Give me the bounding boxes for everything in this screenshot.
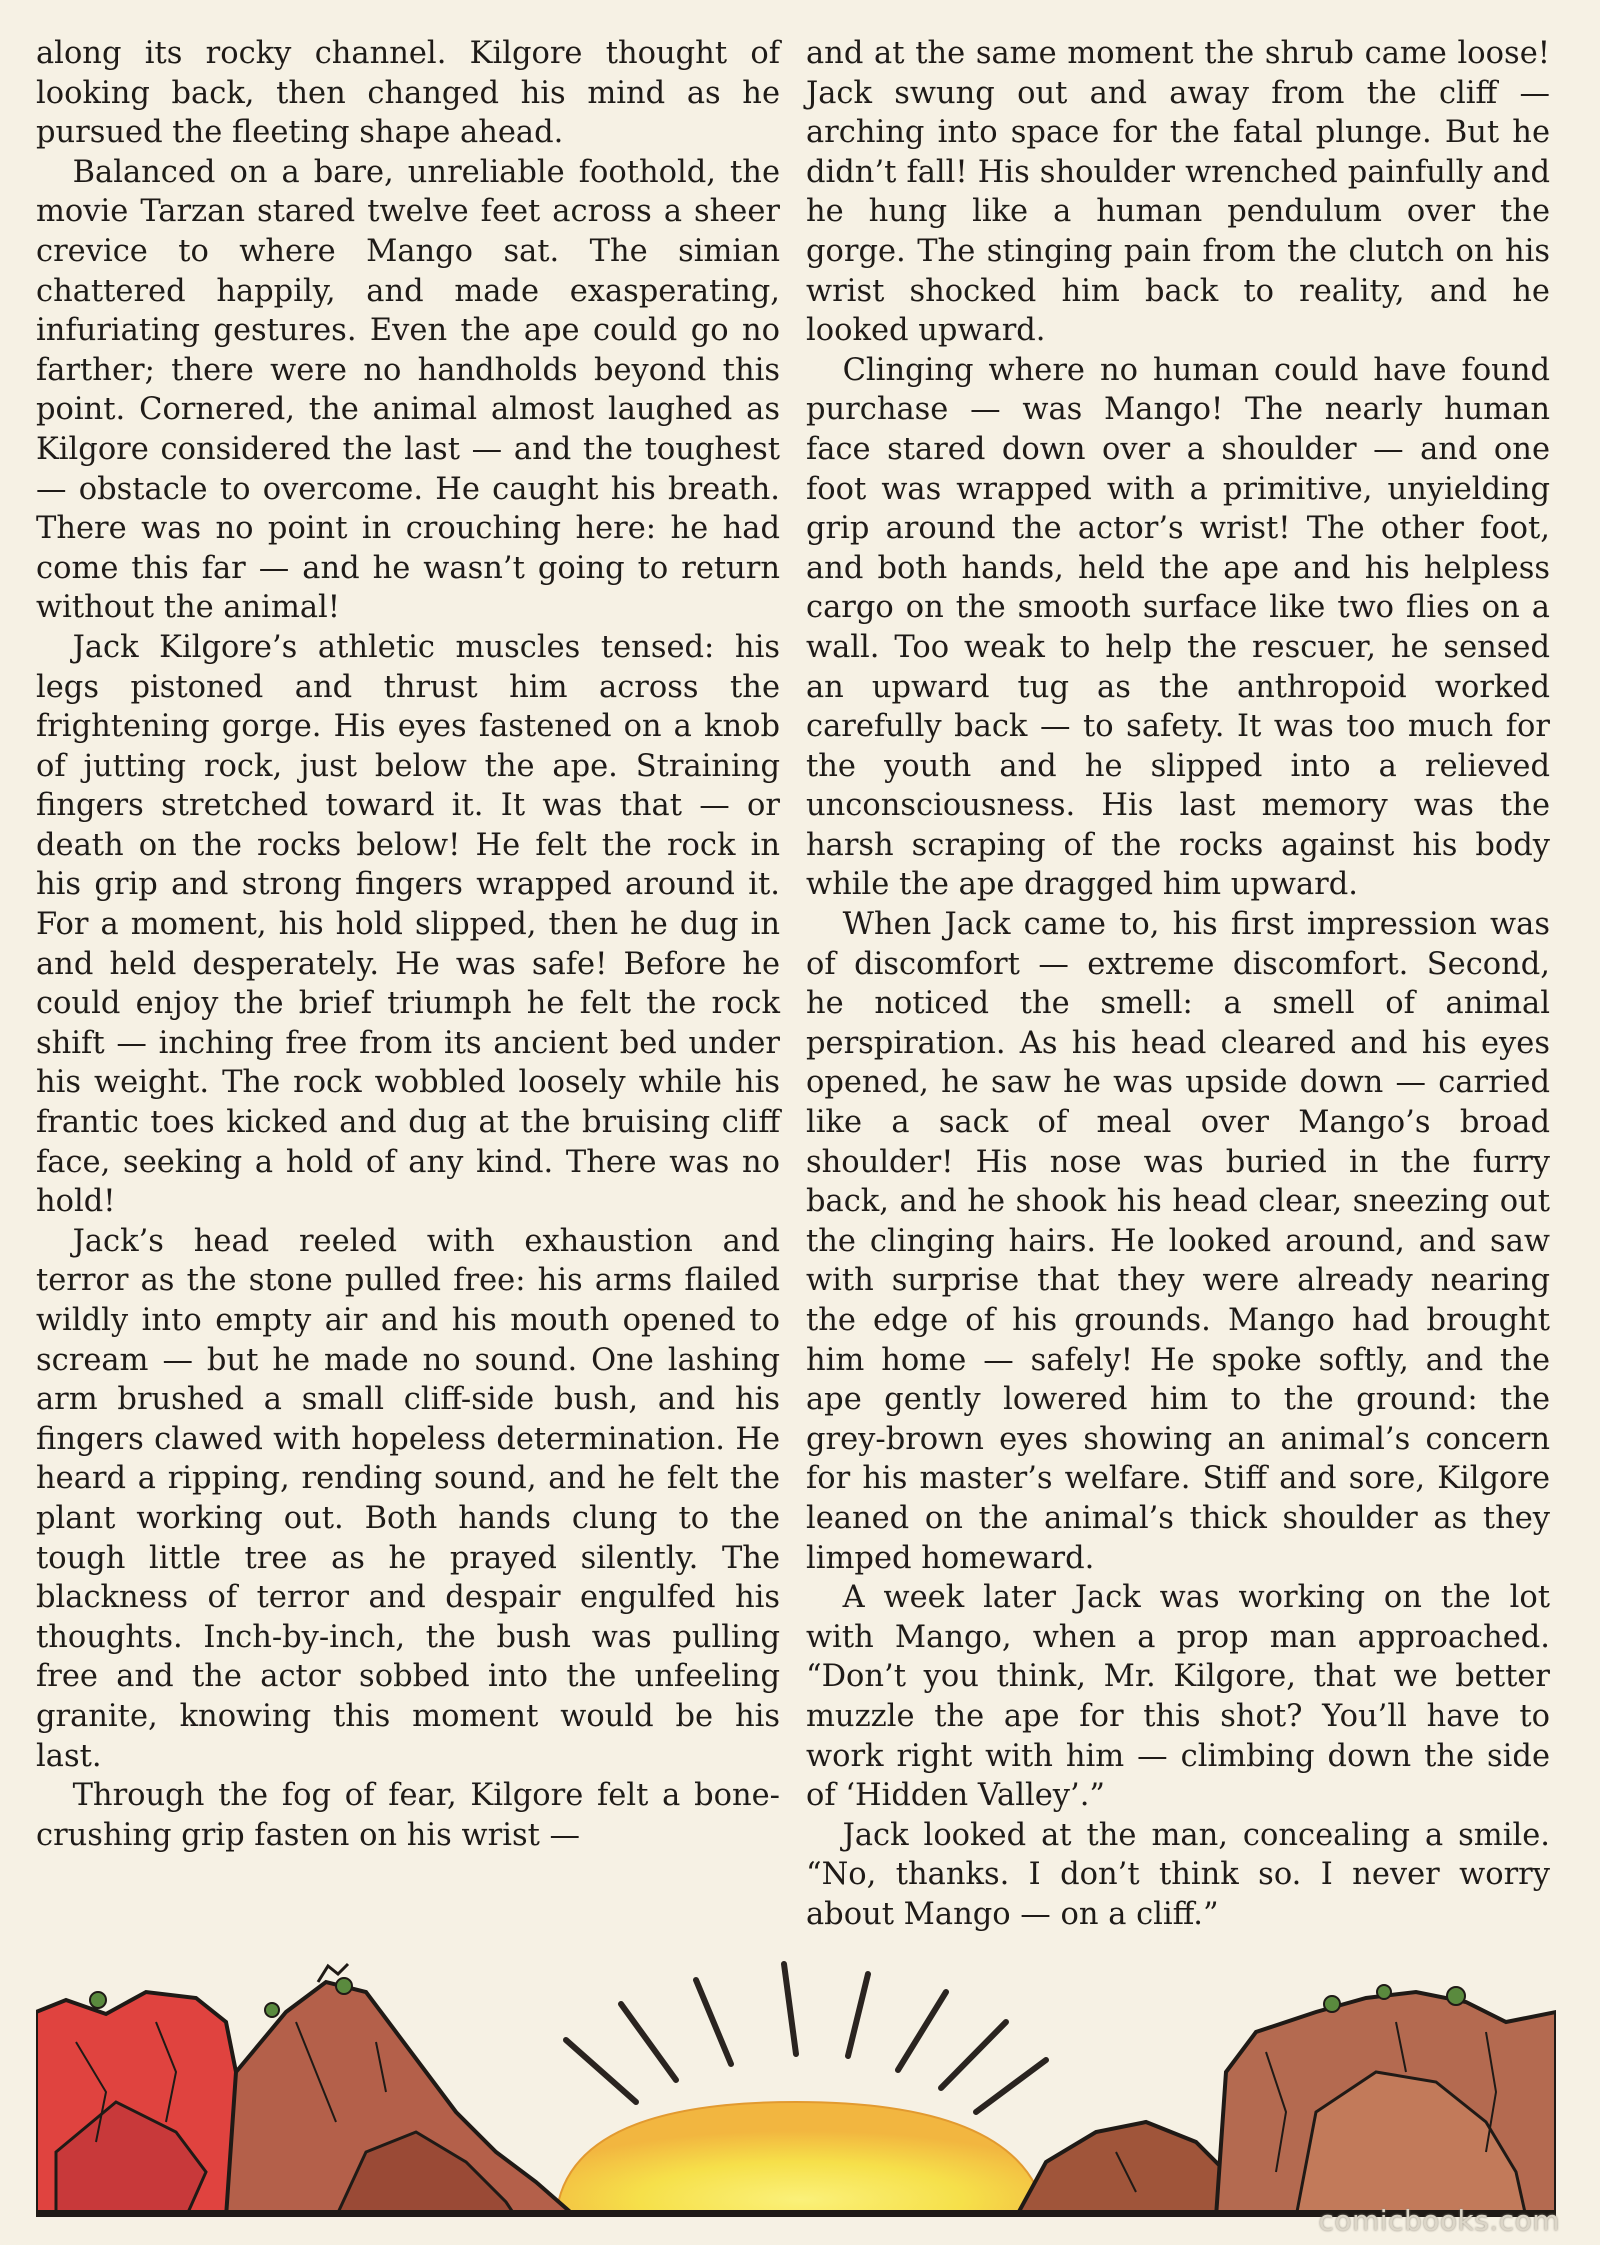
paragraph: A week later Jack was working on the lot with Mango, when a prop man approached. “Don’t you think, Mr. Kilgore, that we better muzzle the ape for this shot? You’ll have to work right with him — climbing down the side of ‘Hidden Valley’.” <box>806 1580 1550 1814</box>
story-column-right <box>806 34 1550 1935</box>
paragraph: Clinging where no human could have found purchase — was Mango! The nearly human face stared down over a shoulder — and one foot was wrapped with a primitive, unyielding grip around the actor’s wrist! The other foot, and both hands, held the ape and his helpless cargo on the smooth surface like two flies on a wall. Too weak to help the rescuer, he sensed an upward tug as the anthropoid worked carefully back — to safety. It was too much for the youth and he slipped into a relieved unconsciousness. His last memory was the harsh scraping of the rocks against his body while the ape dragged him upward. <box>806 352 1550 903</box>
paragraph: along its rocky channel. Kilgore thought of looking back, then changed his mind as he pursued the fleeting shape ahead. <box>36 36 780 151</box>
paragraph: When Jack came to, his first impression was of discomfort — extreme discomfort. Second, he noticed the smell: a smell of animal perspiration. As his head cleared and his eyes opened, he saw he was upside down — carried like a sack of meal over Mango’s broad shoulder! His nose was buried in the furry back, and he shook his head clear, sneezing out the clinging hairs. He looked around, and saw with surprise that they were already nearing the edge of his grounds. Mango had brought him home — safely! He spoke softly, and the ape gently lowered him to the ground: the grey-brown eyes showing an animal’s concern for his master’s welfare. Stiff and sore, Kilgore leaned on the animal’s thick shoulder as they limped homeward. <box>806 907 1550 1576</box>
story-column-left <box>36 34 780 1855</box>
paragraph: and at the same moment the shrub came loose! Jack swung out and away from the cliff — arching into space for the fatal plunge. But he didn’t fall! His shoulder wrenched painfully and he hung like a human pendulum over the gorge. The stinging pain from the clutch on his wrist shocked him back to reality, and he looked upward. <box>806 36 1550 349</box>
paragraph: Jack looked at the man, concealing a smile. “No, thanks. I don’t think so. I never worry about Mango — on a cliff.” <box>806 1817 1550 1932</box>
paragraph: Balanced on a bare, unreliable foothold, the movie Tarzan stared twelve feet across a sheer crevice to where Mango sat. The simian chattered happily, and made exasperating, infuriating gestures. Even the ape could go no farther; there were no handholds beyond this point. Cornered, the animal almost laughed as Kilgore considered the last — and the toughest — obstacle to overcome. He caught his breath. There was no point in crouching here: he had come this far — and he wasn’t going to return without the animal! <box>36 154 780 626</box>
paragraph: Through the fog of fear, Kilgore felt a bone-crushing grip fasten on his wrist — <box>36 1778 780 1853</box>
sunset-canyon-illustration <box>36 1952 1556 2217</box>
watermark: comicbooks.com <box>1318 2204 1560 2237</box>
paragraph: Jack Kilgore’s athletic muscles tensed: his legs pistoned and thrust him across the frightening gorge. His eyes fastened on a knob of jutting rock, just below the ape. Straining fingers stretched toward it. It was that — or death on the rocks below! He felt the rock in his grip and strong fingers wrapped around it. For a moment, his hold slipped, then he dug in and held desperately. He was safe! Before he could enjoy the brief triumph he felt the rock shift — inching free from its ancient bed under his weight. The rock wobbled loosely while his frantic toes kicked and dug at the bruising cliff face, seeking a hold of any kind. There was no hold! <box>36 629 780 1220</box>
paragraph: Jack’s head reeled with exhaustion and terror as the stone pulled free: his arms flailed wildly into empty air and his mouth opened to scream — but he made no sound. One lashing arm brushed a small cliff-side bush, and his fingers clawed with hopeless determination. He heard a ripping, rending sound, and he felt the plant working out. Both hands clung to the tough little tree as he prayed silently. The blackness of terror and despair engulfed his thoughts. Inch-by-inch, the bush was pulling free and the actor sobbed into the unfeeling granite, knowing this moment would be his last. <box>36 1223 780 1774</box>
